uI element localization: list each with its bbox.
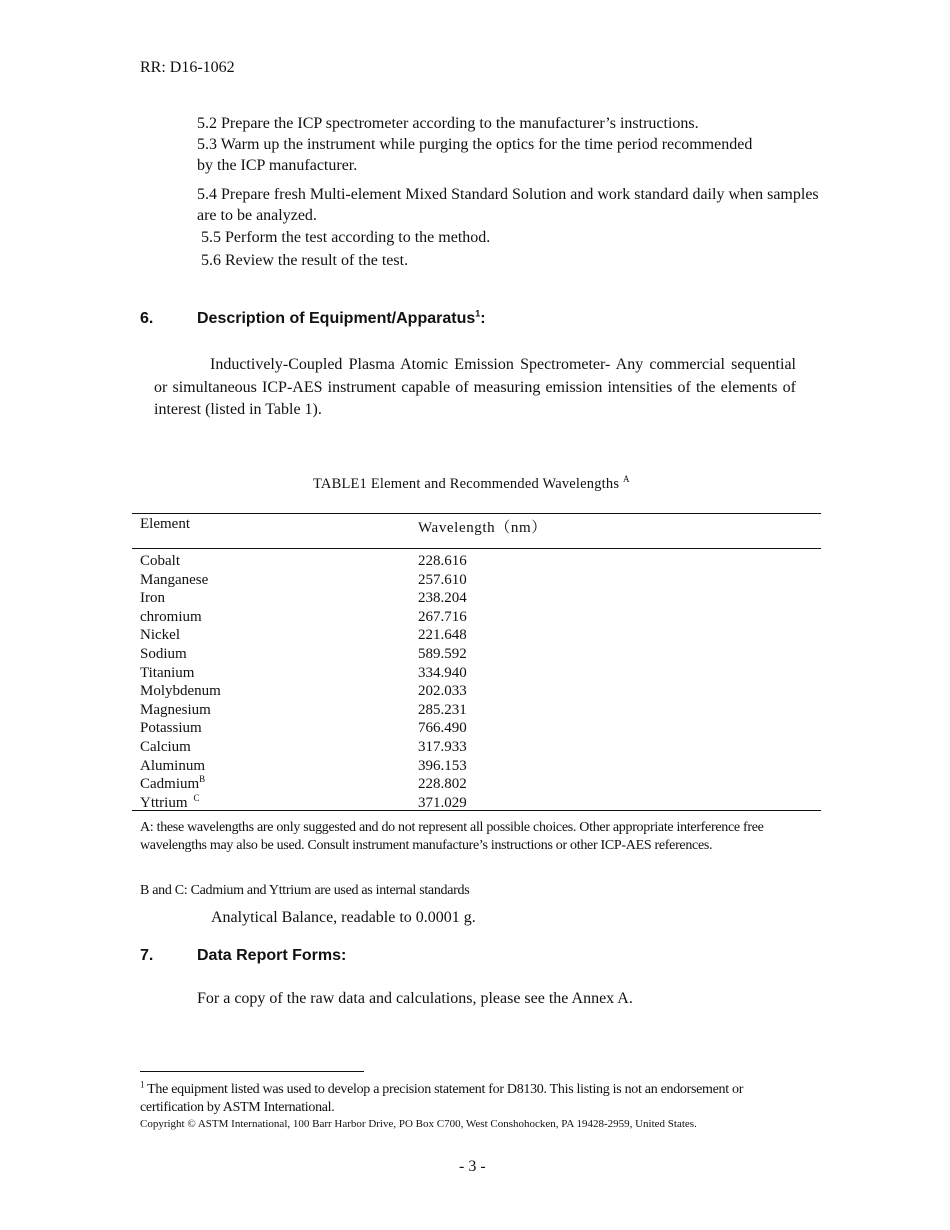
element-name: Nickel <box>140 627 180 644</box>
element-cell <box>140 645 187 664</box>
table-note-a: A: these wavelengths are only suggested and do not represent all possible choices. Other appropriate interference free wavelengths may also be used. Consult instrument manufacture’s instructions or other ICP-AES references. <box>140 820 764 853</box>
wavelength-cell: 589.592 <box>418 646 467 662</box>
column-header-wavelength: Wavelength（nm） <box>418 520 547 536</box>
element-cell <box>140 775 205 794</box>
wavelength-cell: 766.490 <box>418 720 467 737</box>
element-cell <box>140 608 202 627</box>
section-6-number: 6. <box>140 310 154 327</box>
wavelength-cell: 317.933 <box>418 739 467 755</box>
wavelength-cell: 396.153 <box>418 757 467 774</box>
element-cell <box>140 757 205 776</box>
element-name: Iron <box>140 590 165 607</box>
element-name: Aluminum <box>140 757 206 774</box>
step-5-4: 5.4 Prepare fresh Multi-element Mixed Standard Solution and work standard daily when samples are to be analyzed. <box>197 186 819 224</box>
element-name: Cadmium <box>140 776 200 793</box>
step-5-2: 5.2 Prepare the ICP spectrometer according to the manufacturer’s instructions. <box>197 115 699 132</box>
step-5-6: 5.6 Review the result of the test. <box>201 252 409 269</box>
element-cell <box>140 589 165 608</box>
wavelength-cell: 228.616 <box>418 553 467 569</box>
element-name: Potassium <box>140 720 202 737</box>
footnote-separator <box>140 1071 364 1072</box>
element-cell <box>140 664 194 683</box>
column-header-element: Element <box>140 516 190 532</box>
balance-line: Analytical Balance, readable to 0.0001 g. <box>211 909 476 926</box>
wavelength-cell: 371.029 <box>418 794 467 811</box>
section-7-paragraph: For a copy of the raw data and calculations, please see the Annex A. <box>197 990 633 1007</box>
wavelength-cell: 257.610 <box>418 571 467 588</box>
element-name: Magnesium <box>140 701 211 718</box>
wavelength-cell: 238.204 <box>418 590 467 607</box>
element-superscript: B <box>199 774 206 785</box>
element-cell <box>140 626 180 645</box>
element-name: Titanium <box>140 664 195 681</box>
table-caption-sup: A <box>623 474 630 485</box>
table-top-rule <box>132 513 821 514</box>
element-name: Manganese <box>140 571 209 588</box>
footnote <box>140 1081 790 1117</box>
document-id: RR: D16-1062 <box>140 59 235 76</box>
section-6-paragraph: Inductively-Coupled Plasma Atomic Emission Spectrometer- Any commercial sequential or simultaneous ICP-AES instrument capable of measuring emission intensities of the elements of interest (listed in Table 1). <box>154 356 796 418</box>
element-superscript: C <box>193 792 200 803</box>
element-name: chromium <box>140 608 202 625</box>
table-caption-text: TABLE1 Element and Recommended Wavelengths <box>313 476 620 492</box>
footnote-reference: 1 <box>475 308 481 319</box>
section-6-title: Description of Equipment/Apparatus <box>197 310 476 327</box>
section-7-number: 7. <box>140 947 154 964</box>
wavelength-cell: 221.648 <box>418 627 467 644</box>
table-caption <box>313 476 630 493</box>
wavelength-cell: 202.033 <box>418 683 467 700</box>
wavelength-cell: 267.716 <box>418 608 467 625</box>
footnote-marker: 1 <box>140 1079 145 1090</box>
step-5-5: 5.5 Perform the test according to the method. <box>201 229 491 246</box>
element-cell <box>140 701 211 720</box>
table-header-rule <box>132 548 821 549</box>
section-6-heading <box>197 310 486 328</box>
element-name: Calcium <box>140 739 191 755</box>
wavelength-cell: 285.231 <box>418 701 467 718</box>
element-cell <box>140 552 180 571</box>
footnote-text: The equipment listed was used to develop a precision statement for D8130. This listing is not an endorsement or certification by ASTM International. <box>140 1082 744 1115</box>
section-6-colon: : <box>480 310 486 327</box>
element-cell <box>140 719 202 738</box>
element-cell <box>140 571 208 590</box>
element-name: Yttrium <box>140 794 188 811</box>
copyright-line: Copyright © ASTM International, 100 Barr Harbor Drive, PO Box C700, West Conshohocken, PA 19428-2959, United States. <box>140 1118 697 1130</box>
page-number: - 3 - <box>459 1158 486 1175</box>
section-7-title: Data Report Forms: <box>197 947 347 964</box>
wavelength-cell: 228.802 <box>418 776 467 793</box>
element-name: Sodium <box>140 646 187 662</box>
table-note-bc: B and C: Cadmium and Yttrium are used as internal standards <box>140 883 470 898</box>
element-cell <box>140 682 221 701</box>
element-name: Molybdenum <box>140 683 221 700</box>
table-bottom-rule <box>132 810 821 811</box>
element-name: Cobalt <box>140 553 180 569</box>
element-cell <box>140 738 191 757</box>
step-5-3: 5.3 Warm up the instrument while purging the optics for the time period recommended by the ICP manufacturer. <box>197 136 753 174</box>
wavelength-cell: 334.940 <box>418 664 467 681</box>
